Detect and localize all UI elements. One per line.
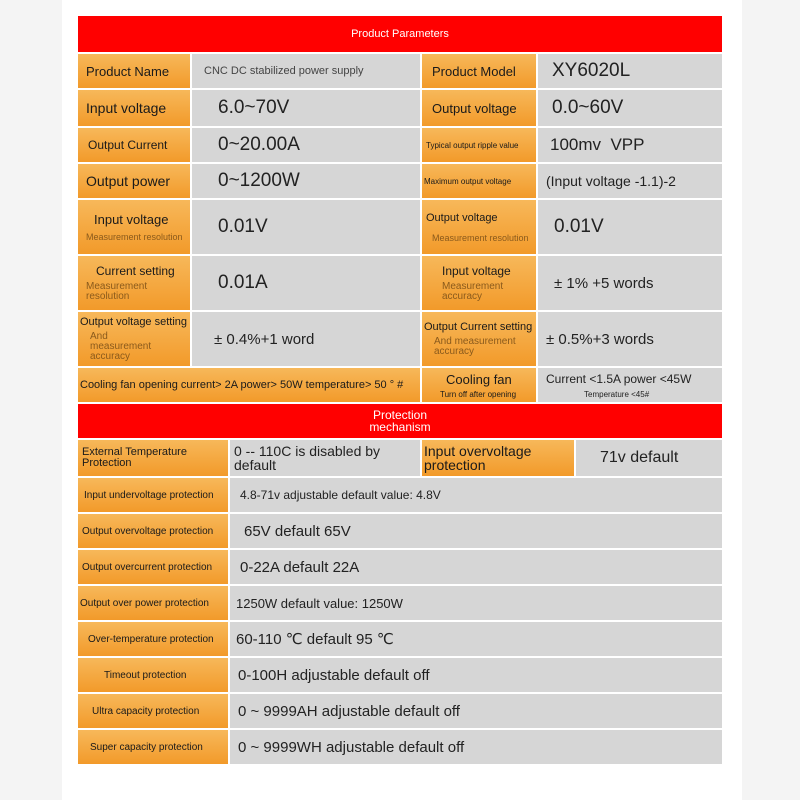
protection-label-timeout: Timeout protection [78, 658, 228, 692]
output-voltage-setting-label: Output voltage setting And measurement accuracy [78, 312, 190, 366]
product-name-label: Product Name [78, 54, 190, 88]
protection-label-output-overvoltage: Output overvoltage protection [78, 514, 228, 548]
output-current-setting-label: Output Current setting And measurement accuracy [422, 312, 536, 366]
max-output-voltage-label: Maximum output voltage [422, 164, 536, 198]
output-power-value: 0~1200W [192, 164, 420, 198]
cooling-fan-label: Cooling fan Turn off after opening [422, 368, 536, 402]
output-current-label: Output Current [78, 128, 190, 162]
output-voltage-label: Output voltage [422, 90, 536, 126]
output-current-setting-value: ± 0.5%+3 words [538, 312, 722, 366]
input-measurement-resolution-label: Input voltage Measurement resolution [78, 200, 190, 254]
product-model-label: Product Model [422, 54, 536, 88]
input-accuracy-label: Input voltage Measurement accuracy [422, 256, 536, 310]
protection-label-output-overcurrent: Output overcurrent protection [78, 550, 228, 584]
protection-value-over-temperature: 60-110 ℃ default 95 ℃ [230, 622, 722, 656]
protection-mechanism-title: Protection mechanism [369, 408, 431, 434]
current-setting-label: Current setting Measurement resolution [78, 256, 190, 310]
max-output-voltage-value: (Input voltage -1.1)-2 [538, 164, 722, 198]
protection-value-output-overvoltage: 65V default 65V [230, 514, 722, 548]
protection-label-over-temperature: Over-temperature protection [78, 622, 228, 656]
external-temperature-label: External Temperature Protection [78, 440, 228, 476]
protection-value-output-overcurrent: 0-22A default 22A [230, 550, 722, 584]
product-parameters-title: Product Parameters [351, 28, 449, 40]
protection-mechanism-header [78, 404, 722, 438]
external-temperature-value: 0 -- 110C is disabled by default [230, 440, 420, 476]
protection-value-super-capacity: 0 ~ 9999WH adjustable default off [230, 730, 722, 764]
protection-value-timeout: 0-100H adjustable default off [230, 658, 722, 692]
output-measurement-resolution-value: 0.01V [538, 200, 722, 254]
protection-value-input-undervoltage: 4.8-71v adjustable default value: 4.8V [230, 478, 722, 512]
protection-value-ultra-capacity: 0 ~ 9999AH adjustable default off [230, 694, 722, 728]
output-measurement-resolution-label: Output voltage Measurement resolution [422, 200, 536, 254]
input-voltage-label: Input voltage [78, 90, 190, 126]
protection-label-super-capacity: Super capacity protection [78, 730, 228, 764]
input-overvoltage-label: Input overvoltage protection [422, 440, 574, 476]
output-voltage-setting-value: ± 0.4%+1 word [192, 312, 420, 366]
output-current-value: 0~20.00A [192, 128, 420, 162]
output-voltage-value: 0.0~60V [538, 90, 722, 126]
cooling-fan-opening-label: Cooling fan opening current> 2A power> 50W temperature> 50 ° # [78, 368, 420, 402]
input-voltage-value: 6.0~70V [192, 90, 420, 126]
cooling-fan-value: Current <1.5A power <45W Temperature <45# [538, 368, 722, 402]
protection-label-ultra-capacity: Ultra capacity protection [78, 694, 228, 728]
input-overvoltage-value: 71v default [576, 440, 722, 476]
input-accuracy-value: ± 1% +5 words [538, 256, 722, 310]
product-model-value: XY6020L [538, 54, 722, 88]
product-parameters-header [78, 16, 722, 52]
current-setting-value: 0.01A [192, 256, 420, 310]
ripple-label: Typical output ripple value [422, 128, 536, 162]
protection-value-output-over-power: 1250W default value: 1250W [230, 586, 722, 620]
product-name-value: CNC DC stabilized power supply [192, 54, 420, 88]
ripple-value: 100mv VPP [538, 128, 722, 162]
input-measurement-resolution-value: 0.01V [192, 200, 420, 254]
output-power-label: Output power [78, 164, 190, 198]
protection-label-input-undervoltage: Input undervoltage protection [78, 478, 228, 512]
protection-label-output-over-power: Output over power protection [78, 586, 228, 620]
